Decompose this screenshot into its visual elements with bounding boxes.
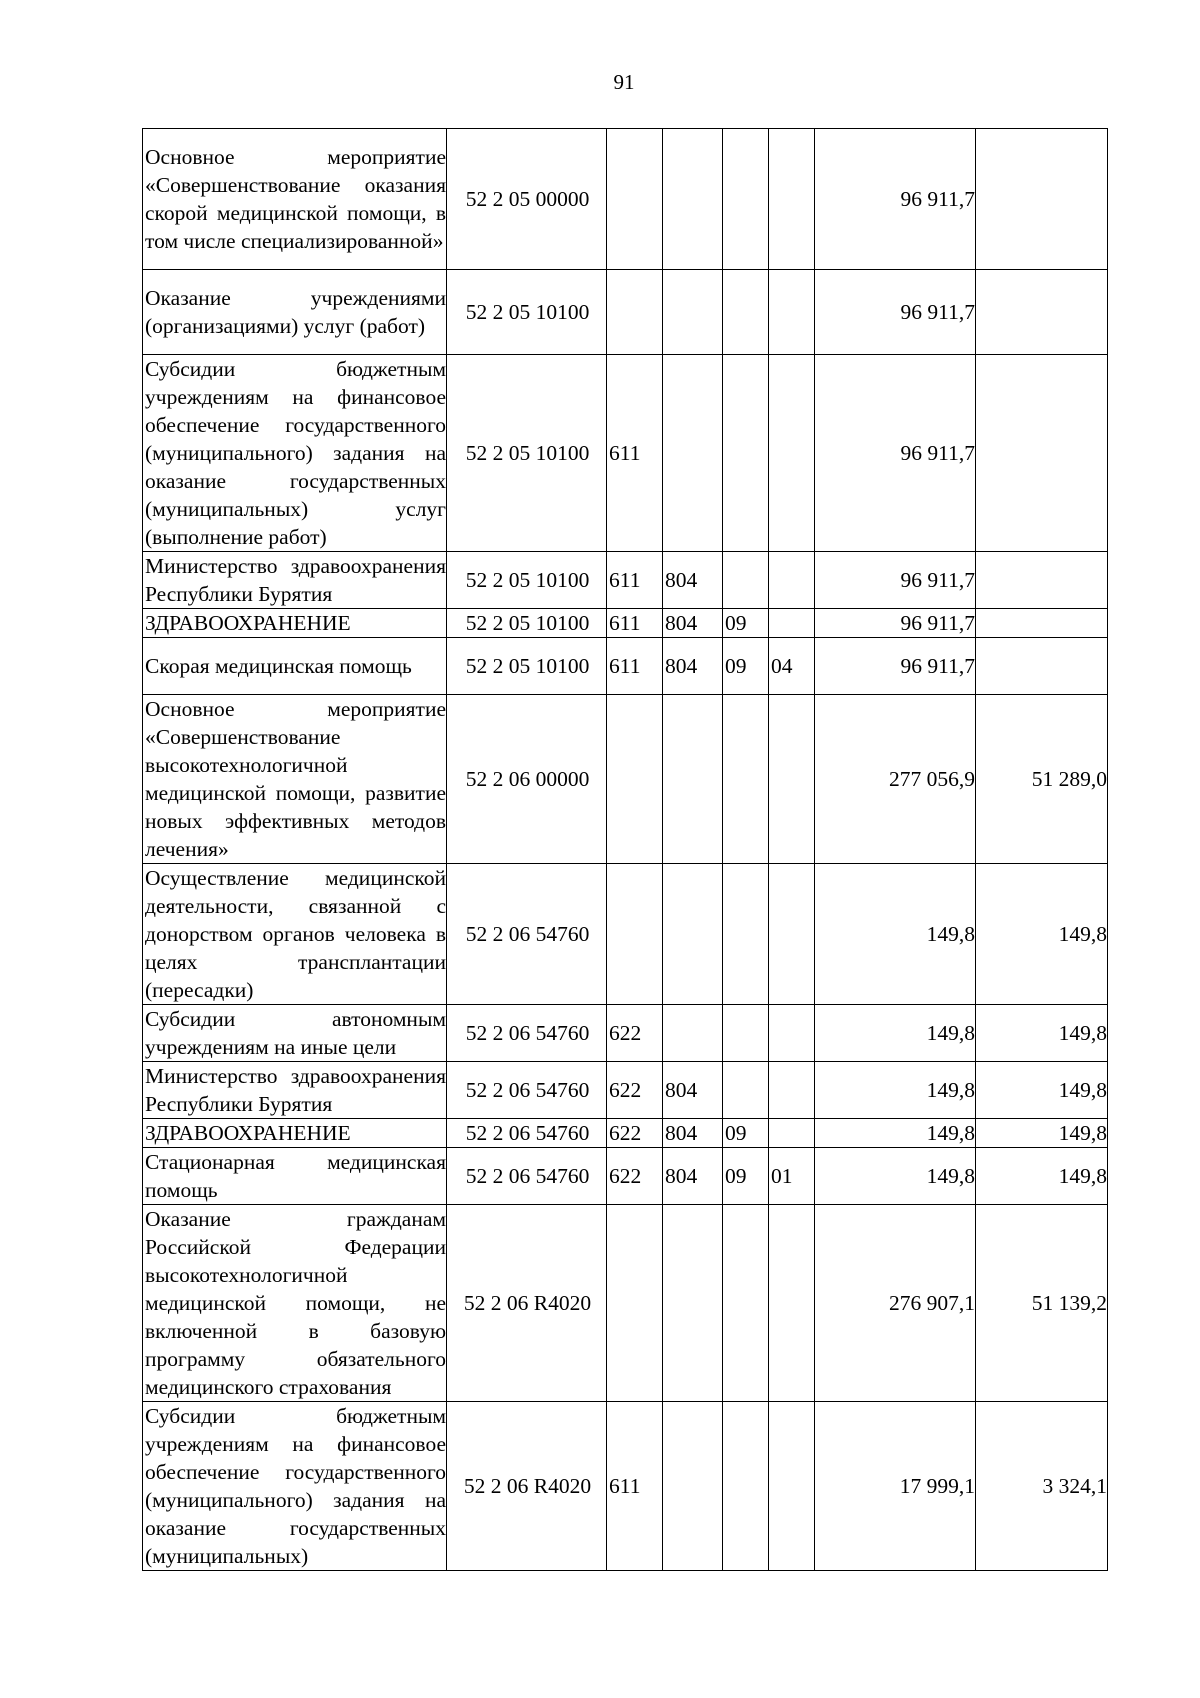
section-code-cell (723, 355, 769, 552)
ministry-code-cell (663, 1205, 723, 1402)
table-row (143, 1062, 1108, 1119)
table-row (143, 1148, 1108, 1205)
row-name-cell: ЗДРАВООХРАНЕНИЕ (143, 609, 447, 638)
subsection-code-cell (769, 1119, 815, 1148)
budget-code-cell: 52 2 05 10100 (447, 638, 607, 695)
section-code-cell (723, 129, 769, 270)
ministry-code-cell (663, 270, 723, 355)
table-row (143, 695, 1108, 864)
budget-code-cell: 52 2 06 R4020 (447, 1205, 607, 1402)
subsection-code-cell (769, 1005, 815, 1062)
federal-amount-cell: 51 289,0 (976, 695, 1108, 864)
table-row (143, 355, 1108, 552)
federal-amount-cell (976, 355, 1108, 552)
row-name-cell: Субсидии бюджетным учреждениям на финансовое обеспечение государственного (муниципального) задания на оказание государственных (муниципальных) (143, 1402, 447, 1571)
budget-code-cell: 52 2 06 54760 (447, 1148, 607, 1205)
table-row (143, 552, 1108, 609)
expense-type-cell: 622 (607, 1005, 663, 1062)
subsection-code-cell (769, 270, 815, 355)
table-row (143, 1005, 1108, 1062)
section-code-cell (723, 1062, 769, 1119)
subsection-code-cell (769, 129, 815, 270)
amount-cell: 96 911,7 (815, 355, 976, 552)
federal-amount-cell: 149,8 (976, 864, 1108, 1005)
expense-type-cell (607, 695, 663, 864)
budget-table (142, 128, 1108, 1571)
row-name-cell: Скорая медицинская помощь (143, 638, 447, 695)
subsection-code-cell (769, 1205, 815, 1402)
row-name-cell: Оказание учреждениями (организациями) услуг (работ) (143, 270, 447, 355)
amount-cell: 149,8 (815, 1148, 976, 1205)
amount-cell: 149,8 (815, 864, 976, 1005)
expense-type-cell: 611 (607, 638, 663, 695)
ministry-code-cell: 804 (663, 609, 723, 638)
ministry-code-cell (663, 355, 723, 552)
row-name-cell: Основное мероприятие «Совершенствование высокотехнологичной медицинской помощи, развитие новых эффективных методов лечения» (143, 695, 447, 864)
budget-code-cell: 52 2 06 54760 (447, 1062, 607, 1119)
expense-type-cell (607, 129, 663, 270)
ministry-code-cell (663, 1402, 723, 1571)
subsection-code-cell (769, 355, 815, 552)
budget-code-cell: 52 2 05 00000 (447, 129, 607, 270)
budget-code-cell: 52 2 06 54760 (447, 864, 607, 1005)
subsection-code-cell: 04 (769, 638, 815, 695)
expense-type-cell: 622 (607, 1062, 663, 1119)
table-row (143, 638, 1108, 695)
federal-amount-cell: 149,8 (976, 1148, 1108, 1205)
amount-cell: 149,8 (815, 1062, 976, 1119)
table-row (143, 1402, 1108, 1571)
section-code-cell: 09 (723, 638, 769, 695)
section-code-cell: 09 (723, 1119, 769, 1148)
row-name-cell: Субсидии автономным учреждениям на иные цели (143, 1005, 447, 1062)
subsection-code-cell (769, 609, 815, 638)
budget-code-cell: 52 2 06 R4020 (447, 1402, 607, 1571)
amount-cell: 276 907,1 (815, 1205, 976, 1402)
amount-cell: 96 911,7 (815, 270, 976, 355)
federal-amount-cell (976, 552, 1108, 609)
expense-type-cell: 611 (607, 609, 663, 638)
row-name-cell: ЗДРАВООХРАНЕНИЕ (143, 1119, 447, 1148)
amount-cell: 149,8 (815, 1005, 976, 1062)
federal-amount-cell: 149,8 (976, 1062, 1108, 1119)
federal-amount-cell: 51 139,2 (976, 1205, 1108, 1402)
federal-amount-cell (976, 638, 1108, 695)
expense-type-cell: 622 (607, 1119, 663, 1148)
ministry-code-cell: 804 (663, 1119, 723, 1148)
expense-type-cell (607, 1205, 663, 1402)
amount-cell: 17 999,1 (815, 1402, 976, 1571)
table-row (143, 270, 1108, 355)
ministry-code-cell (663, 695, 723, 864)
section-code-cell (723, 1402, 769, 1571)
table-row (143, 129, 1108, 270)
budget-table-body (143, 129, 1108, 1571)
federal-amount-cell (976, 609, 1108, 638)
section-code-cell: 09 (723, 609, 769, 638)
section-code-cell (723, 270, 769, 355)
ministry-code-cell (663, 1005, 723, 1062)
subsection-code-cell (769, 864, 815, 1005)
section-code-cell (723, 552, 769, 609)
row-name-cell: Субсидии бюджетным учреждениям на финансовое обеспечение государственного (муниципального) задания на оказание государственных (муниципальных) услуг (выполнение работ) (143, 355, 447, 552)
section-code-cell (723, 864, 769, 1005)
row-name-cell: Осуществление медицинской деятельности, связанной с донорством органов человека в целях трансплантации (пересадки) (143, 864, 447, 1005)
row-name-cell: Основное мероприятие «Совершенствование оказания скорой медицинской помощи, в том числе специализированной» (143, 129, 447, 270)
row-name-cell: Стационарная медицинская помощь (143, 1148, 447, 1205)
expense-type-cell: 611 (607, 552, 663, 609)
federal-amount-cell (976, 270, 1108, 355)
section-code-cell: 09 (723, 1148, 769, 1205)
federal-amount-cell: 149,8 (976, 1005, 1108, 1062)
ministry-code-cell (663, 864, 723, 1005)
budget-code-cell: 52 2 05 10100 (447, 270, 607, 355)
federal-amount-cell: 3 324,1 (976, 1402, 1108, 1571)
expense-type-cell: 611 (607, 355, 663, 552)
budget-code-cell: 52 2 05 10100 (447, 355, 607, 552)
expense-type-cell (607, 864, 663, 1005)
subsection-code-cell (769, 695, 815, 864)
expense-type-cell: 622 (607, 1148, 663, 1205)
budget-code-cell: 52 2 06 54760 (447, 1005, 607, 1062)
section-code-cell (723, 695, 769, 864)
section-code-cell (723, 1205, 769, 1402)
ministry-code-cell: 804 (663, 1148, 723, 1205)
budget-code-cell: 52 2 05 10100 (447, 609, 607, 638)
subsection-code-cell (769, 552, 815, 609)
row-name-cell: Министерство здравоохранения Республики Бурятия (143, 552, 447, 609)
table-row (143, 609, 1108, 638)
expense-type-cell: 611 (607, 1402, 663, 1571)
ministry-code-cell: 804 (663, 552, 723, 609)
row-name-cell: Оказание гражданам Российской Федерации высокотехнологичной медицинской помощи, не включенной в базовую программу обязательного медицинского страхования (143, 1205, 447, 1402)
amount-cell: 277 056,9 (815, 695, 976, 864)
amount-cell: 149,8 (815, 1119, 976, 1148)
table-row (143, 864, 1108, 1005)
subsection-code-cell (769, 1062, 815, 1119)
ministry-code-cell: 804 (663, 638, 723, 695)
section-code-cell (723, 1005, 769, 1062)
table-row (143, 1205, 1108, 1402)
ministry-code-cell (663, 129, 723, 270)
ministry-code-cell: 804 (663, 1062, 723, 1119)
amount-cell: 96 911,7 (815, 609, 976, 638)
amount-cell: 96 911,7 (815, 638, 976, 695)
expense-type-cell (607, 270, 663, 355)
budget-code-cell: 52 2 05 10100 (447, 552, 607, 609)
amount-cell: 96 911,7 (815, 129, 976, 270)
table-row (143, 1119, 1108, 1148)
amount-cell: 96 911,7 (815, 552, 976, 609)
budget-code-cell: 52 2 06 54760 (447, 1119, 607, 1148)
subsection-code-cell (769, 1402, 815, 1571)
budget-code-cell: 52 2 06 00000 (447, 695, 607, 864)
subsection-code-cell: 01 (769, 1148, 815, 1205)
row-name-cell: Министерство здравоохранения Республики Бурятия (143, 1062, 447, 1119)
page-number: 91 (613, 70, 635, 94)
federal-amount-cell: 149,8 (976, 1119, 1108, 1148)
federal-amount-cell (976, 129, 1108, 270)
